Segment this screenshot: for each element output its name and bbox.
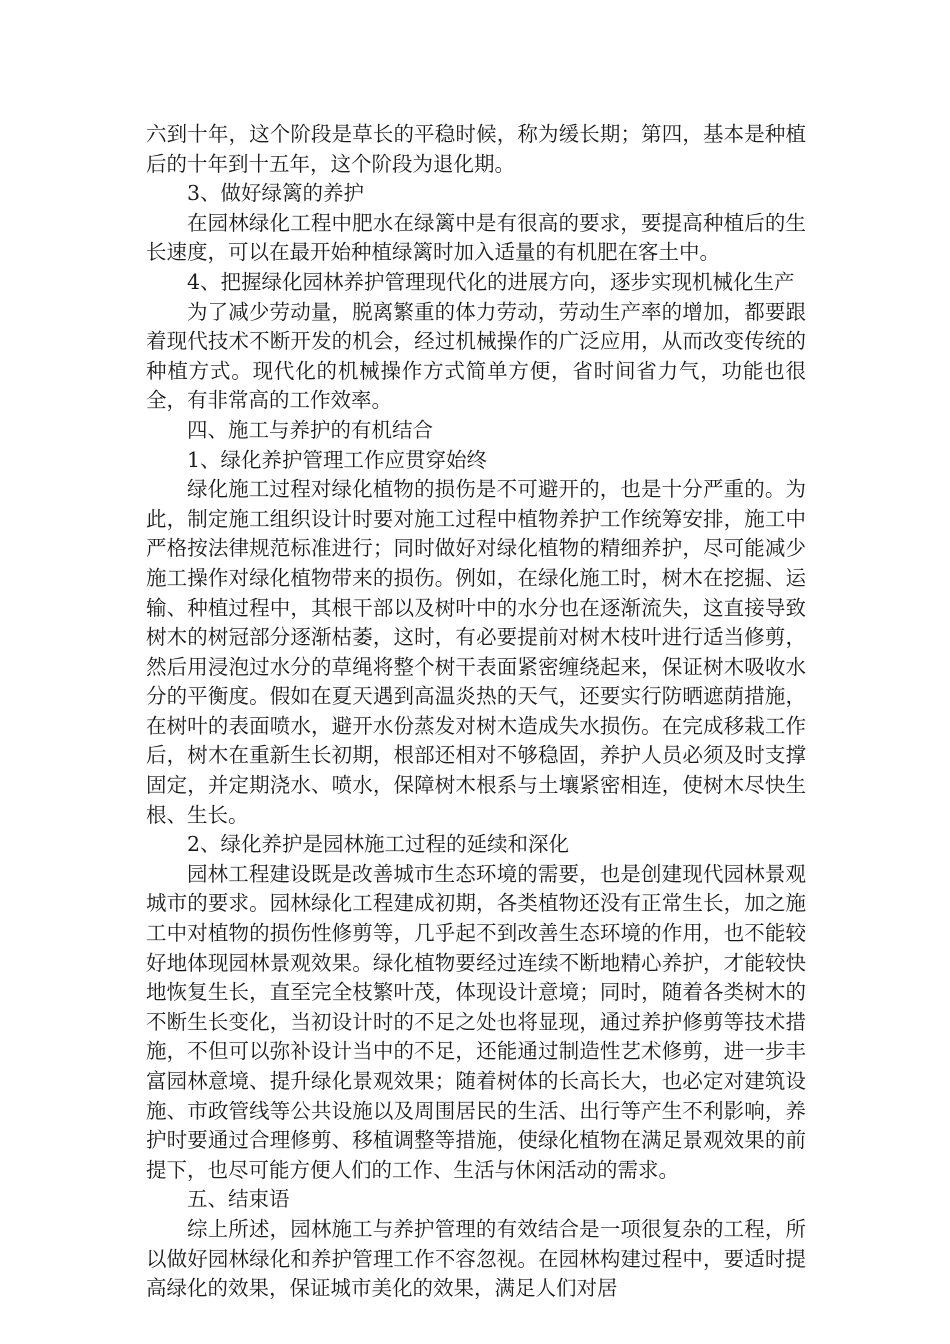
paragraph-conclusion: 综上所述，园林施工与养护管理的有效结合是一项很复杂的工程，所以做好园林绿化和养护管理工作不容忽视。在园林构建过程中，要适时提高绿化的效果，保证城市美化的效果，满足人们对居	[146, 1216, 806, 1301]
paragraph-hedge-fertilizer: 在园林绿化工程中肥水在绿篱中是有很高的要求，要提高种植后的生长速度，可以在最开始种植绿篱时加入适量的有机肥在客土中。	[146, 210, 806, 265]
paragraph-mechanization: 为了减少劳动量，脱离繁重的体力劳动，劳动生产率的增加，都要跟着现代技术不断开发的机会，经过机械操作的广泛应用，从而改变传统的种植方式。现代化的机械操作方式简单方便，省时间省力气，功能也很全，有非常高的工作效率。	[146, 299, 806, 413]
section-heading-1-maintenance-throughout: 1、绿化养护管理工作应贯穿始终	[187, 447, 488, 472]
paragraph-construction-damage: 绿化施工过程对绿化植物的损伤是不可避开的，也是十分严重的。为此，制定施工组织设计时要对施工过程中植物养护工作统筹安排，施工中严格按法律规范标准进行；同时做好对绿化植物的精细养护，尽可能减少施工操作对绿化植物带来的损伤。例如，在绿化施工时，树木在挖掘、运输、种植过程中，其根干部以及树叶中的水分也在逐渐流失，这直接导致树木的树冠部分逐渐枯萎，这时，有必要提前对树木枝叶进行适当修剪，然后用浸泡过水分的草绳将整个树干表面紧密缠绕起来，保证树木吸收水分的平衡度。假如在夏天遇到高温炎热的天气，还要实行防晒遮荫措施，在树叶的表面喷水，避开水份蒸发对树木造成失水损伤。在完成移栽工作后，树木在重新生长初期，根部还相对不够稳固，养护人员必须及时支撑固定，并定期浇水、喷水，保障树木根系与土壤紧密相连，使树木尽快生根、生长。	[146, 477, 806, 827]
section-heading-2-extension: 2、绿化养护是园林施工过程的延续和深化	[187, 832, 570, 857]
chapter-heading-conclusion: 五、结束语	[187, 1187, 290, 1212]
paragraph-continuation: 六到十年，这个阶段是草长的平稳时候，称为缓长期；第四，基本是种植后的十年到十五年，这个阶段为退化期。	[146, 122, 806, 176]
paragraph-landscape-city: 园林工程建设既是改善城市生态环境的需要，也是创建现代园林景观城市的要求。园林绿化工程建成初期，各类植物还没有正常生长，加之施工中对植物的损伤性修剪等，几乎起不到改善生态环境的作用，也不能较好地体现园林景观效果。绿化植物要经过连续不断地精心养护，才能较快地恢复生长，直至完全枝繁叶茂，体现设计意境；同时，随着各类树木的不断生长变化，当初设计时的不足之处也将显现，通过养护修剪等技术措施，不但可以弥补设计当中的不足，还能通过制造性艺术修剪，进一步丰富园林意境、提升绿化景观效果；随着树体的长高长大，也必定对建筑设施、市政管线等公共设施以及周围居民的生活、出行等产生不利影响，养护时要通过合理修剪、移植调整等措施，使绿化植物在满足景观效果的前提下，也尽可能方便人们的工作、生活与休闲活动的需求。	[146, 861, 806, 1182]
section-heading-3-hedge-maintenance: 3、做好绿篱的养护	[187, 181, 365, 206]
document-page	[146, 120, 806, 1304]
chapter-heading-four: 四、施工与养护的有机结合	[187, 417, 433, 442]
section-heading-4-mechanization: 4、把握绿化园林养护管理现代化的进展方向，逐步实现机械化生产	[187, 269, 795, 294]
